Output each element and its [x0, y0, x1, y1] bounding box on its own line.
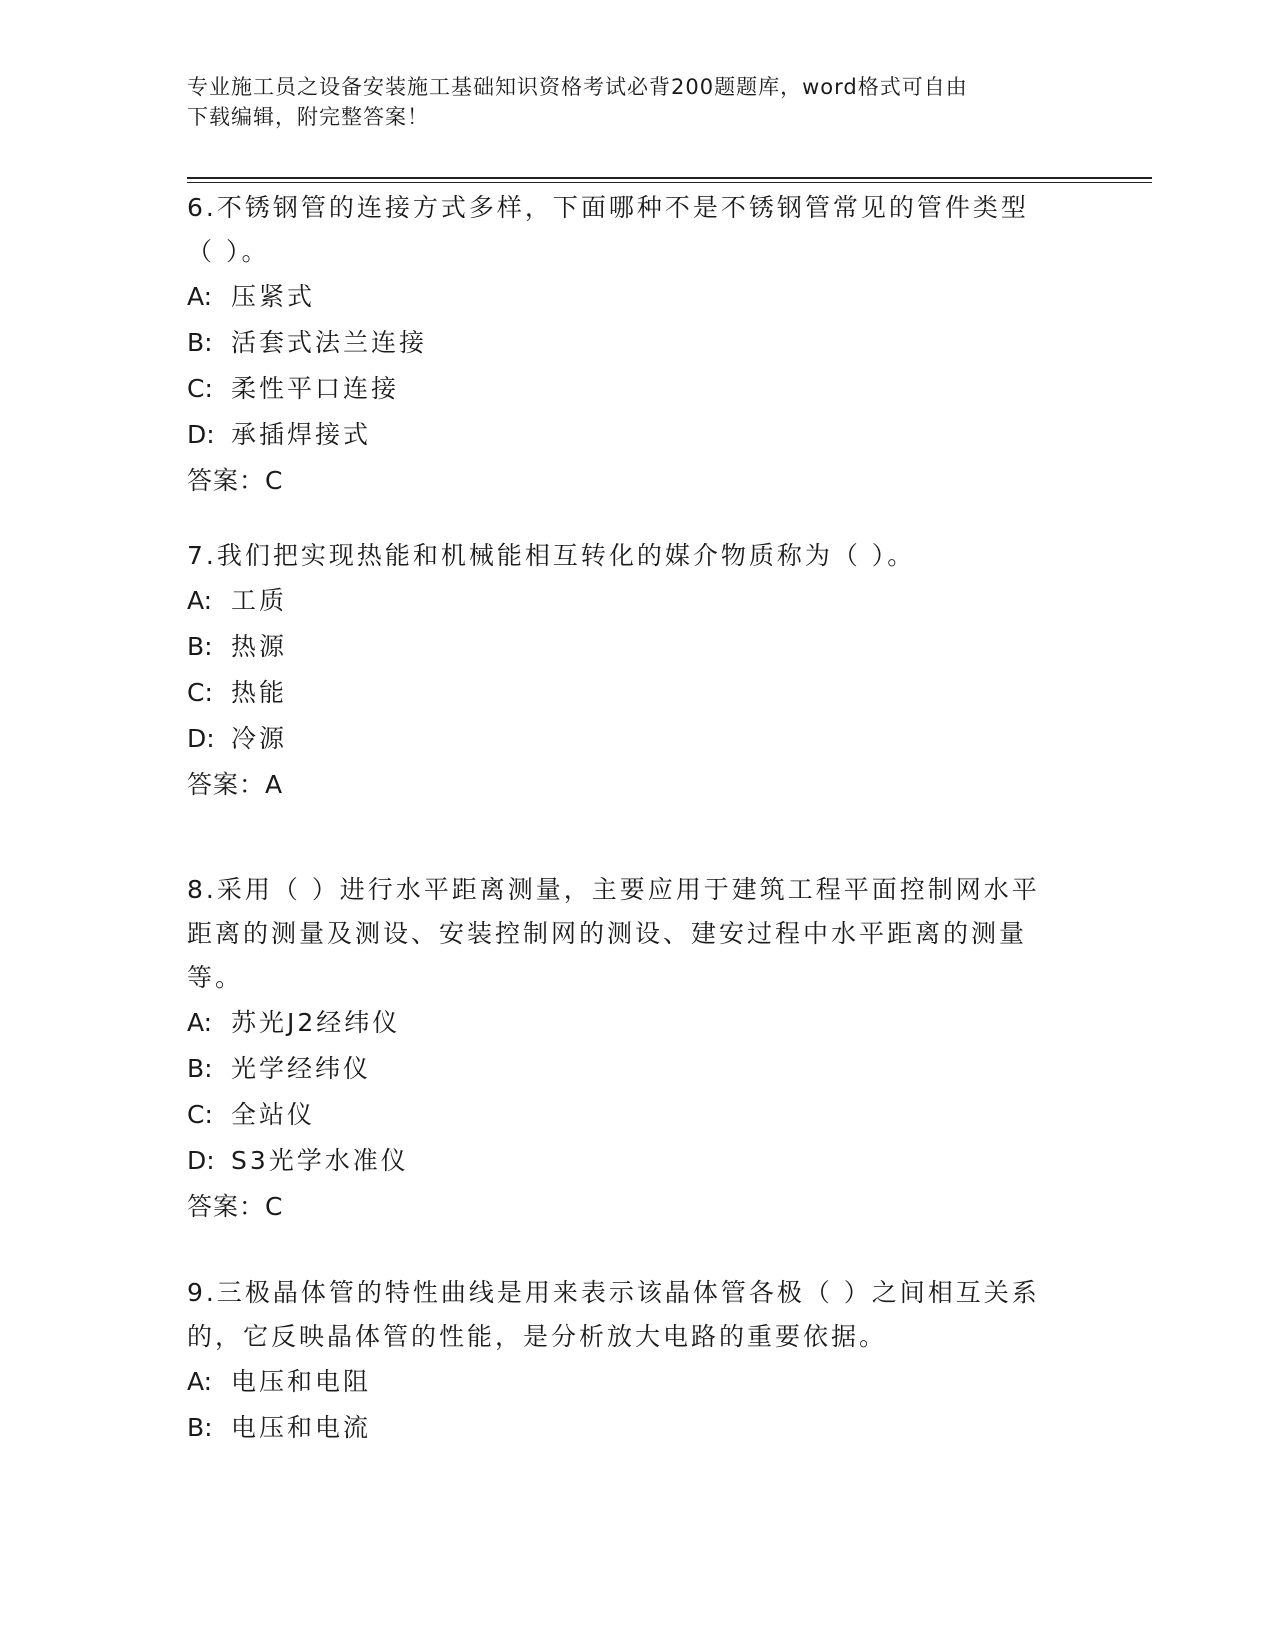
option-c	[187, 366, 1087, 412]
option-letter: D:	[187, 1146, 215, 1175]
option-c	[187, 670, 1087, 716]
option-text: 热能	[231, 678, 288, 707]
option-text: 工质	[231, 586, 288, 615]
option-letter: D:	[187, 420, 215, 449]
question-8	[187, 868, 1087, 1230]
option-d	[187, 716, 1087, 762]
option-letter: A:	[187, 586, 213, 615]
option-d	[187, 412, 1087, 458]
option-b	[187, 1405, 1087, 1451]
option-text: 柔性平口连接	[231, 374, 400, 403]
question-stem-line: 7.我们把实现热能和机械能相互转化的媒介物质称为（ ）。	[187, 541, 916, 570]
question-stem-line: 等。	[187, 963, 244, 992]
option-a	[187, 1359, 1087, 1405]
question-stem-line: 的，它反映晶体管的性能，是分析放大电路的重要依据。	[187, 1322, 888, 1351]
option-text: 冷源	[231, 724, 288, 753]
option-letter: B:	[187, 1413, 213, 1442]
option-letter: A:	[187, 1367, 213, 1396]
question-stem-line: 6.不锈钢管的连接方式多样，下面哪种不是不锈钢管常见的管件类型	[187, 193, 1029, 222]
question-stem-line: 8.采用（ ）进行水平距离测量，主要应用于建筑工程平面控制网水平	[187, 875, 1040, 904]
option-letter: B:	[187, 328, 213, 357]
option-text: 电压和电流	[231, 1413, 372, 1442]
option-a	[187, 578, 1087, 624]
option-text: 活套式法兰连接	[231, 328, 428, 357]
header-divider-thick	[187, 177, 1152, 179]
option-a	[187, 274, 1087, 320]
question-7	[187, 534, 1087, 808]
header-line-1: 专业施工员之设备安装施工基础知识资格考试必背200题题库，word格式可自由	[187, 75, 968, 99]
option-b	[187, 320, 1087, 366]
option-c	[187, 1092, 1087, 1138]
option-letter: D:	[187, 724, 215, 753]
option-letter: B:	[187, 632, 213, 661]
question-6	[187, 186, 1087, 504]
question-9	[187, 1271, 1087, 1451]
document-header	[187, 72, 1067, 132]
option-text: 压紧式	[231, 282, 316, 311]
option-text: 电压和电阻	[231, 1367, 372, 1396]
option-letter: A:	[187, 1008, 213, 1037]
header-divider-thin	[187, 182, 1152, 183]
option-text: 苏光J2经纬仪	[231, 1008, 401, 1037]
option-text: 热源	[231, 632, 288, 661]
question-stem-line: 距离的测量及测设、安装控制网的测设、建安过程中水平距离的测量	[187, 919, 1028, 948]
answer: 答案：C	[187, 466, 284, 495]
option-b	[187, 624, 1087, 670]
option-letter: C:	[187, 678, 213, 707]
option-d	[187, 1138, 1087, 1184]
option-text: 全站仪	[231, 1100, 316, 1129]
header-line-2: 下载编辑，附完整答案！	[187, 105, 429, 129]
option-letter: A:	[187, 282, 213, 311]
option-text: S3光学水准仪	[231, 1146, 409, 1175]
option-text: 光学经纬仪	[231, 1054, 372, 1083]
question-stem-line: （ ）。	[187, 237, 270, 266]
option-letter: C:	[187, 374, 213, 403]
option-text: 承插焊接式	[231, 420, 372, 449]
option-b	[187, 1046, 1087, 1092]
option-a	[187, 1000, 1087, 1046]
answer: 答案：C	[187, 1192, 284, 1221]
option-letter: B:	[187, 1054, 213, 1083]
question-stem-line: 9.三极晶体管的特性曲线是用来表示该晶体管各极（ ）之间相互关系	[187, 1278, 1040, 1307]
option-letter: C:	[187, 1100, 213, 1129]
answer: 答案：A	[187, 770, 284, 799]
